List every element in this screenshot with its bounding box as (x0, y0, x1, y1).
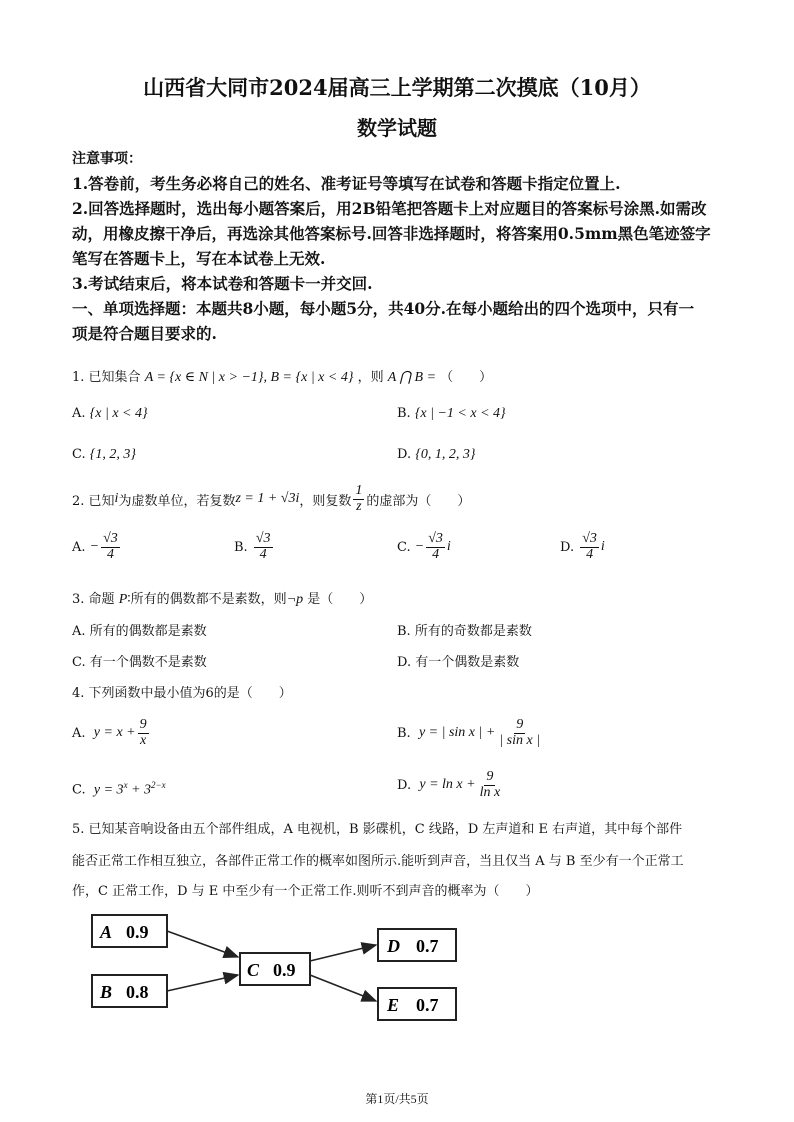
notice-line-2c: 笔写在答题卡上，写在本试卷上无效. (72, 249, 326, 268)
question-4-option-c[interactable]: C. $y = 3^x + 3^{2-x}$ (72, 780, 166, 798)
component-a-box (92, 915, 167, 947)
question-1-option-b[interactable]: B. {x | −1 < x < 4} (397, 406, 506, 421)
question-5-line-1: 5. 已知某音响设备由五个部件组成，A 电视机，B 影碟机，C 线路，D 左声道和 E 右声道，其中每个部件 (72, 822, 683, 837)
notice-line-3: 3.考试结束后，将本试卷和答题卡一并交回. (72, 274, 373, 293)
component-b-letter: B (100, 982, 113, 1002)
question-4-stem: 4. 下列函数中最小值为6的是（ ） (72, 686, 292, 701)
question-5-line-3: 作，C 正常工作，D 与 E 中至少有一个正常工作.则听不到声音的概率为（ ） (72, 884, 539, 899)
component-c-box (240, 953, 310, 985)
paper-title: 山西省大同市2024届高三上学期第二次摸底（10月） (143, 75, 651, 100)
component-e-prob: 0.7 (416, 995, 439, 1015)
component-c-letter: C (247, 960, 260, 980)
component-a-letter: A (100, 922, 113, 942)
question-3-stem: 3. 命题 P∶所有的偶数都不是素数，则¬p 是（ ） (72, 592, 373, 607)
paper-subtitle: 数学试题 (357, 116, 437, 140)
section-heading-line-1: 一、单项选择题：本题共8小题，每小题5分，共40分.在每小题给出的四个选项中，只有一 (72, 299, 695, 318)
question-2-option-b[interactable]: B. $\frac{√3}{4}$ (234, 531, 271, 562)
component-diagram (80, 905, 480, 1030)
question-3-option-d[interactable]: D. 有一个偶数是素数 (397, 655, 520, 670)
question-3-option-c[interactable]: C. 有一个偶数不是素数 (72, 655, 207, 670)
component-d-prob: 0.7 (416, 936, 439, 956)
question-2-z: z = 1 + √3i (235, 491, 300, 507)
component-c-prob: 0.9 (273, 960, 296, 980)
component-d-box (378, 929, 456, 961)
question-1-option-c[interactable]: C. {1, 2, 3} (72, 447, 136, 462)
component-b-box (92, 975, 167, 1007)
question-2-stem: 2. 已知 i 为虚数单位，若复数 z = 1 + √3i ，则复数 $\frac{1}{z}$ 的虚部为（ ） (72, 483, 471, 514)
arrow-a-to-c (167, 931, 238, 957)
component-e-letter: E (387, 995, 400, 1015)
arrow-c-to-d (310, 945, 376, 961)
question-1-sets: A = {x ∈ N | x > −1}, B = {x | x < 4} (144, 370, 354, 385)
notice-line-1: 1.答卷前，考生务必将自己的姓名、准考证号等填写在试卷和答题卡指定位置上. (72, 174, 621, 193)
question-1-option-a[interactable]: A. {x | x < 4} (72, 406, 148, 421)
component-b-prob: 0.8 (126, 982, 149, 1002)
question-1-stem: 1. 已知集合 A = {x ∈ N | x > −1}, B = {x | x < 4} ，则 A ⋂ B = （ ） (72, 370, 493, 385)
question-3-option-a[interactable]: A. 所有的偶数都是素数 (72, 624, 207, 639)
question-5-line-2: 能否正常工作相互独立，各部件正常工作的概率如图所示.能听到声音，当且仅当 A 与 B 至少有一个正常工 (72, 854, 684, 869)
question-2-option-c[interactable]: C. − $\frac{√3}{4}$ i (397, 531, 451, 562)
arrow-c-to-e (310, 975, 376, 1001)
question-1-option-d[interactable]: D. {0, 1, 2, 3} (397, 447, 476, 462)
question-4-option-b[interactable]: B. y = | sin x | + $\frac{9}{\text{| sin x |}}$ (397, 717, 541, 748)
question-1-expr: A ⋂ B = (387, 370, 437, 385)
question-3-option-b[interactable]: B. 所有的奇数都是素数 (397, 624, 532, 639)
question-2-fraction: $\frac{1}{z}$ (355, 483, 363, 514)
arrow-b-to-c (167, 975, 238, 991)
notice-heading: 注意事项： (72, 151, 142, 167)
notice-line-2a: 2.回答选择题时，选出每小题答案后，用2B铅笔把答题卡上对应题目的答案标号涂黑.如需改 (72, 199, 707, 218)
question-4-option-a[interactable]: A. y = x + $\frac{9}{x}$ (72, 717, 147, 748)
page-number: 第1页/共5页 (365, 1092, 429, 1106)
component-a-prob: 0.9 (126, 922, 149, 942)
question-2-option-d[interactable]: D. $\frac{√3}{4}$ i (560, 531, 605, 562)
question-2-option-a[interactable]: A. − $\frac{√3}{4}$ (72, 531, 118, 562)
question-4-option-d[interactable]: D. y = ln x + $\frac{9}{\text{ln x}}$ (397, 769, 501, 800)
component-d-letter: D (387, 936, 400, 956)
notice-line-2b: 动，用橡皮擦干净后，再选涂其他答案标号.回答非选择题时，将答案用0.5mm黑色笔迹签字 (72, 224, 711, 243)
component-e-box (378, 988, 456, 1020)
section-heading-line-2: 项是符合题目要求的. (72, 324, 217, 343)
